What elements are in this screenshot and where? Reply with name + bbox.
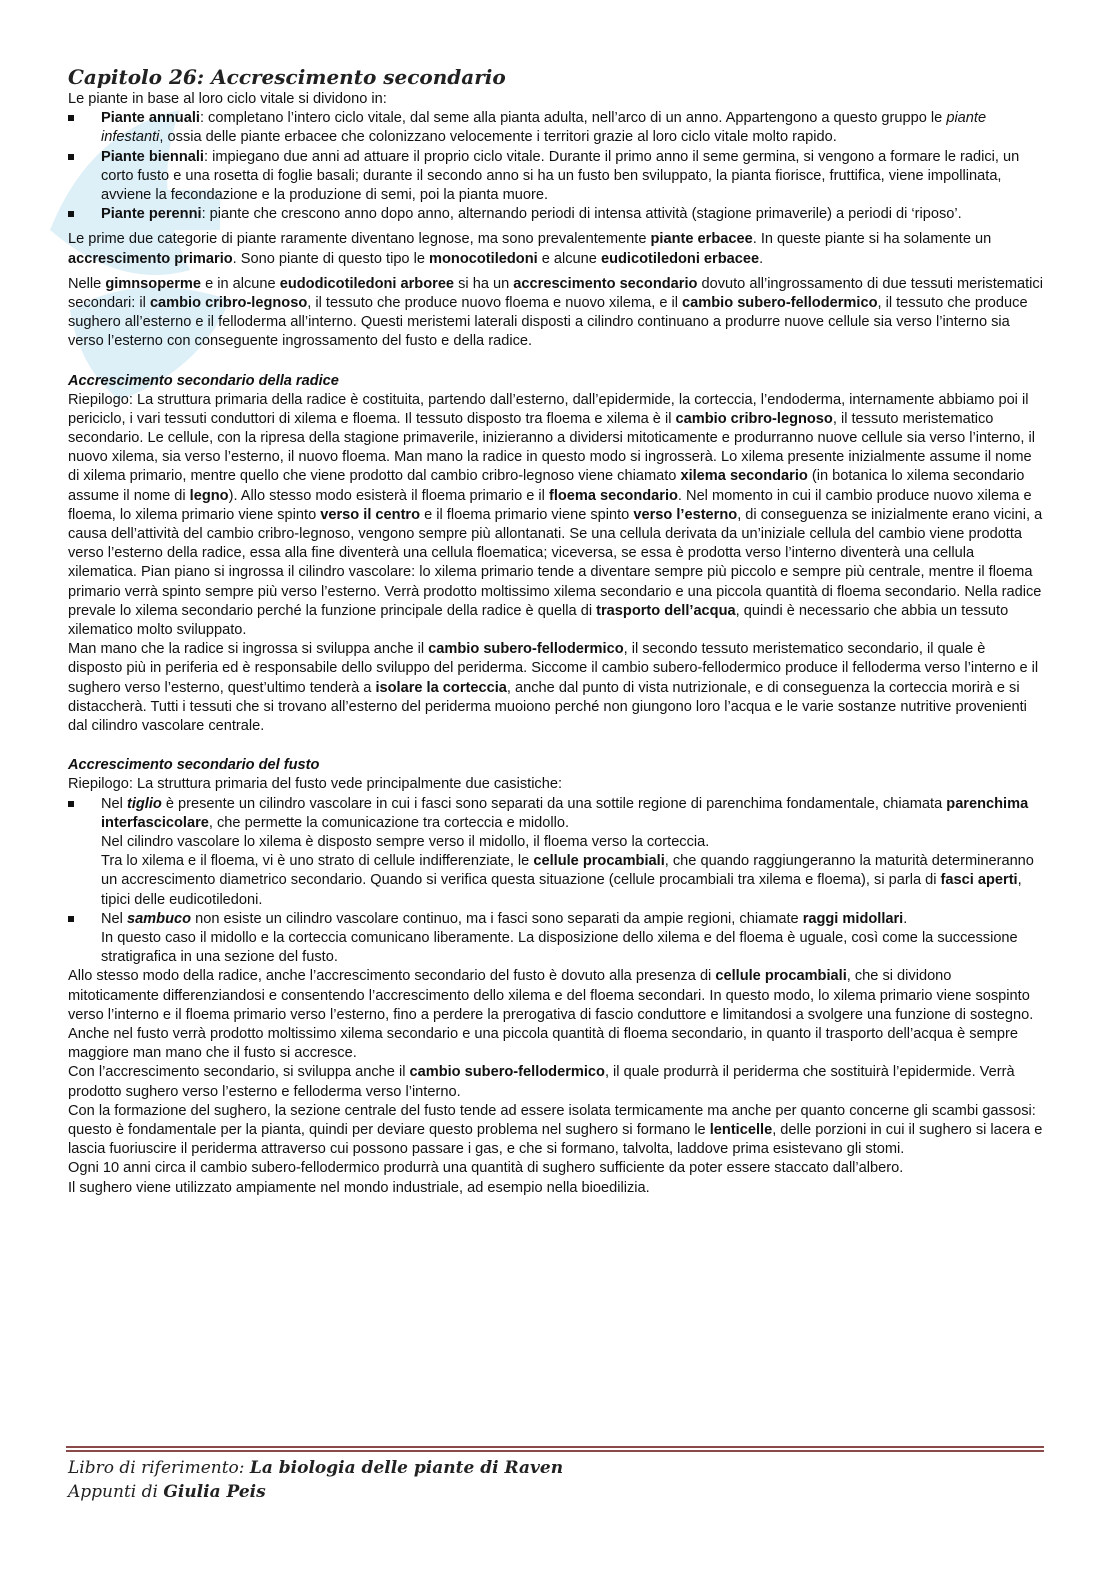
footer — [68, 1456, 563, 1504]
paragraph: Nelle gimnsoperme e in alcune eudodicotiledoni arboree si ha un accrescimento secondario dovuto all’ingrossamento di due tessuti meristematici secondari: il cambio cribro-legnoso, il tessuto che produce nuovo floema e nuovo xilema, e il cambio subero-fellodermico, il tessuto che produce sughero all’esterno e il felloderma all’interno. Questi meristemi laterali disposti a cilindro continuano a produrre nuove cellule sia verso l’interno sia verso l’esterno con conseguente ingrossamento del fusto e della radice. — [68, 275, 1043, 350]
paragraph: Ogni 10 anni circa il cambio subero-fellodermico produrrà una quantità di sughero sufficiente da poter essere staccato dall’albero. — [68, 1160, 904, 1177]
paragraph: Riepilogo: La struttura primaria della radice è costituita, partendo dall’esterno, dall’epidermide, la corteccia, l’endoderma, internamente abbiamo poi il periciclo, i vari tessuti conduttori di xilema e floema. Il tessuto disposto tra floema e xilema è il cambio cribro-legnoso, il tessuto meristematico secondario. Le cellule, con la ripresa della stagione primaverile, inizieranno a dividersi mitoticamente e produrranno nuove cellule sia verso l’interno, il nuovo xilema, sia verso l’esterno, il nuovo floema. Man mano la radice in questo modo si ingrosserà. Lo xilema presente inizialmente assume il nome di xilema primario, mentre quello che viene prodotto dal cambio cribro-legnoso viene chiamato xilema secondario (in botanica lo xilema secondario assume il nome di legno). Allo stesso modo esisterà il floema primario e il floema secondario. Nel momento in cui il cambio produce nuovo xilema e floema, lo xilema primario viene spinto verso il centro e il floema primario viene spinto verso l’esterno, di conseguenza se inizialmente erano vicini, a causa dell’attività del cambio cribro-legnoso, vengono sempre più allontanati. Se una cellula derivata da un’iniziale cellula del cambio viene prodotta verso l’esterno della radice, essa alla fine diventerà una cellula floematica; viceversa, se essa è prodotta verso l’interno diventerà una cellula xilematica. Pian piano si ingrossa il cilindro vascolare: lo xilema primario tende a diventare sempre più piccolo e sempre più centrale, mentre il floema primario verrà spinto sempre più verso l’esterno. Verrà prodotto moltissimo xilema secondario e una piccola quantità di floema secondario. Nella radice prevale lo xilema secondario perché la funzione principale della radice è quella di trasporto dell’acqua, quindi è necessario che abbia un tessuto xilematico molto sviluppato. — [68, 391, 1043, 639]
paragraph: Riepilogo: La struttura primaria del fusto vede principalmente due casistiche: — [68, 776, 563, 793]
list-item: Piante perenni: piante che crescono anno dopo anno, alternando periodi di intensa attività (stagione primaverile) a periodi di ‘riposo’. — [68, 205, 1043, 224]
document-body — [68, 64, 1043, 1198]
paragraph: Allo stesso modo della radice, anche l’accrescimento secondario del fusto è dovuto alla presenza di cellule procambiali, che si dividono mitoticamente differenziandosi e consentendo l’accrescimento dello xilema e del floema secondari. In questo modo, lo xilema primario viene sospinto verso l’interno e il floema primario verso l’esterno, fino a perdere la prerogativa di fascio conduttore e limitandosi a svolgere una funzione di sostegno. Anche nel fusto verrà prodotto moltissimo xilema secondario e una piccola quantità di floema secondario, in quanto il trasporto dell’acqua è sempre maggiore man mano che il fusto si accresce. — [68, 968, 1034, 1062]
intro-text: Le piante in base al loro ciclo vitale si dividono in: — [68, 91, 387, 107]
plant-types-list — [68, 109, 1043, 224]
list-item: Piante annuali: completano l’intero ciclo vitale, dal seme alla pianta adulta, nell’arco di un anno. Appartengono a questo gruppo le piante infestanti, ossia delle piante erbacee che colonizzano velocemente i territori grazie al loro ciclo vitale molto rapido. — [68, 109, 1043, 147]
chapter-title: Capitolo 26: Accrescimento secondario — [68, 65, 506, 89]
section-heading: Accrescimento secondario della radice — [68, 372, 339, 389]
footer-divider — [66, 1450, 1044, 1452]
footer-divider — [66, 1446, 1044, 1448]
paragraph: Il sughero viene utilizzato ampiamente nel mondo industriale, ad esempio nella bioedilizia. — [68, 1179, 650, 1196]
paragraph: Con la formazione del sughero, la sezione centrale del fusto tende ad essere isolata termicamente ma anche per quanto concerne gli scambi gassosi: questo è fondamentale per la pianta, quindi per deviare questo problema nel sughero si formano le lenticelle, delle porzioni in cui il sughero si lacera e lascia fuoriuscire il periderma attraverso cui possono passare i gas, e che si formano, talvolta, laddove prima esistevano gli stomi. — [68, 1102, 1043, 1158]
paragraph: Man mano che la radice si ingrossa si sviluppa anche il cambio subero-fellodermico, il secondo tessuto meristematico secondario, il quale è disposto più in periferia ed è responsabile dello sviluppo del periderma. Siccome il cambio subero-fellodermico produce il felloderma verso l’interno e il sughero verso l’esterno, quest’ultimo tenderà a isolare la corteccia, anche dal punto di vista nutrizionale, e di conseguenza la corteccia morirà e si distaccherà. Tutti i tessuti che si trovano all’esterno del periderma muoiono perché non giungono loro l’acqua e le varie sostanze nutritive provenienti dal cilindro vascolare centrale. — [68, 641, 1039, 735]
list-item: Nel tiglio è presente un cilindro vascolare in cui i fasci sono separati da una sottile regione di parenchima fondamentale, chiamata parenchima interfascicolare, che permette la comunicazione tra corteccia e midollo. Nel cilindro vascolare lo xilema è disposto sempre verso il midollo, il floema verso la corteccia. Tra lo xilema e il floema, vi è uno strato di cellule indifferenziate, le cellule procambiali, che quando raggiungeranno la maturità determineranno un accrescimento diametrico secondario. Quando si verifica questa situazione (cellule procambiali tra xilema e floema), si parla di fasci aperti, tipici delle eudicotiledoni. — [68, 795, 1043, 910]
stem-cases-list — [68, 795, 1043, 968]
reference-book: Libro di riferimento: La biologia delle piante di Raven — [68, 1458, 564, 1478]
paragraph: Con l’accrescimento secondario, si sviluppa anche il cambio subero-fellodermico, il quale produrrà il periderma che sostituirà l’epidermide. Verrà prodotto sughero verso l’esterno e felloderma verso l’interno. — [68, 1064, 1015, 1100]
list-item: Nel sambuco non esiste un cilindro vascolare continuo, ma i fasci sono separati da ampie regioni, chiamate raggi midollari. In questo caso il midollo e la corteccia comunicano liberamente. La disposizione dello xilema e del floema è uguale, così come la successione stratigrafica in una sezione del fusto. — [68, 910, 1043, 968]
notes-author: Appunti di Giulia Peis — [68, 1482, 266, 1502]
section-heading: Accrescimento secondario del fusto — [68, 757, 320, 774]
paragraph: Le prime due categorie di piante raramente diventano legnose, ma sono prevalentemente piante erbacee. In queste piante si ha solamente un accrescimento primario. Sono piante di questo tipo le monocotiledoni e alcune eudicotiledoni erbacee. — [68, 231, 992, 267]
list-item: Piante biennali: impiegano due anni ad attuare il proprio ciclo vitale. Durante il primo anno il seme germina, si vengono a formare le radici, un corto fusto e una rosetta di foglie basali; durante il secondo anno si ha un fusto ben sviluppato, la pianta fiorisce, fruttifica, viene impollinata, avviene la fecondazione e la produzione di semi, poi la pianta muore. — [68, 148, 1043, 206]
